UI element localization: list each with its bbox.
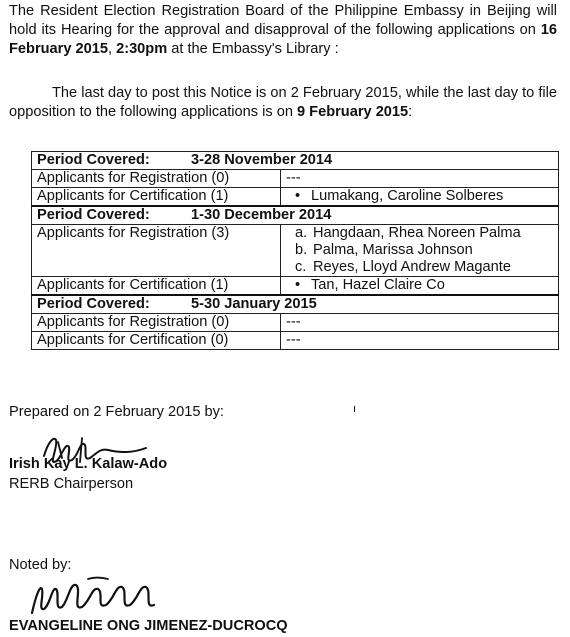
registration-value: --- [281, 314, 559, 332]
applications-table [31, 151, 559, 350]
certification-label: Applicants for Certification (0) [32, 332, 281, 350]
period-range: 1-30 December 2014 [191, 207, 332, 223]
registration-label: Applicants for Registration (0) [32, 314, 281, 332]
period-row [32, 206, 559, 225]
deadline-text: The last day to post this Notice is on 2 February 2015, while the last day to file opposition to the following applications is on [9, 85, 557, 120]
certification-label: Applicants for Certification (1) [32, 277, 281, 296]
period-row [32, 152, 559, 170]
table-row [32, 314, 559, 332]
table-row [32, 277, 559, 296]
hearing-date: 16 February 2015 [9, 22, 557, 57]
certification-label: Applicants for Certification (1) [32, 188, 281, 207]
list-marker: b. [295, 242, 308, 258]
period-label: Period Covered: [37, 152, 150, 168]
applicant-name: Reyes, Lloyd Andrew Magante [313, 259, 511, 275]
deadline-text-end: : [408, 104, 413, 120]
certification-value: --- [281, 332, 559, 350]
applicant-name: Palma, Marissa Johnson [313, 242, 473, 258]
list-marker: a. [295, 225, 308, 241]
period-header [32, 295, 559, 314]
applicant-name: Hangdaan, Rhea Noreen Palma [313, 225, 521, 241]
notice-text-venue: at the Embassy's Library : [167, 41, 339, 57]
registration-label: Applicants for Registration (0) [32, 170, 281, 188]
hearing-time: 2:30pm [116, 41, 168, 57]
period-row [32, 295, 559, 314]
certification-names [281, 277, 559, 296]
notice-text-sep: , [107, 41, 117, 57]
deadline-paragraph [9, 84, 557, 122]
certification-names [281, 188, 559, 207]
table-row [32, 225, 559, 277]
applicant-item [286, 242, 553, 259]
period-range: 3-28 November 2014 [191, 152, 333, 168]
table-row [32, 332, 559, 350]
period-header [32, 152, 559, 170]
noting-officer-signature-icon [28, 575, 168, 619]
period-label: Period Covered: [37, 296, 150, 312]
period-header [32, 206, 559, 225]
registration-names [281, 225, 559, 277]
period-range: 5-30 January 2015 [191, 296, 317, 312]
registration-value: --- [281, 170, 559, 188]
stray-mark: ı [353, 403, 357, 415]
table-row [32, 170, 559, 188]
chairperson-role: RERB Chairperson [9, 476, 134, 492]
applicant-name: • Lumakang, Caroline Solberes [295, 188, 553, 205]
list-marker: c. [295, 259, 307, 275]
chairperson-name: Irish Kay L. Kalaw-Ado [9, 456, 168, 472]
noting-officer-name: EVANGELINE ONG JIMENEZ-DUCROCQ [9, 618, 288, 634]
notice-text: The Resident Election Registration Board of the Philippine Embassy in Beijing will hold its Hearing for the approval and disapproval of the following applications on [9, 3, 557, 38]
applicant-item [286, 225, 553, 242]
table-row [32, 188, 559, 207]
period-label: Period Covered: [37, 207, 150, 223]
hearing-notice-paragraph [9, 2, 557, 59]
prepared-on-text: Prepared on 2 February 2015 by: [9, 404, 224, 420]
applicant-item [286, 259, 553, 276]
registration-label: Applicants for Registration (3) [32, 225, 281, 277]
noted-by-text: Noted by: [9, 557, 72, 573]
opposition-deadline: 9 February 2015 [297, 104, 409, 120]
applicant-name: • Tan, Hazel Claire Co [295, 277, 553, 294]
